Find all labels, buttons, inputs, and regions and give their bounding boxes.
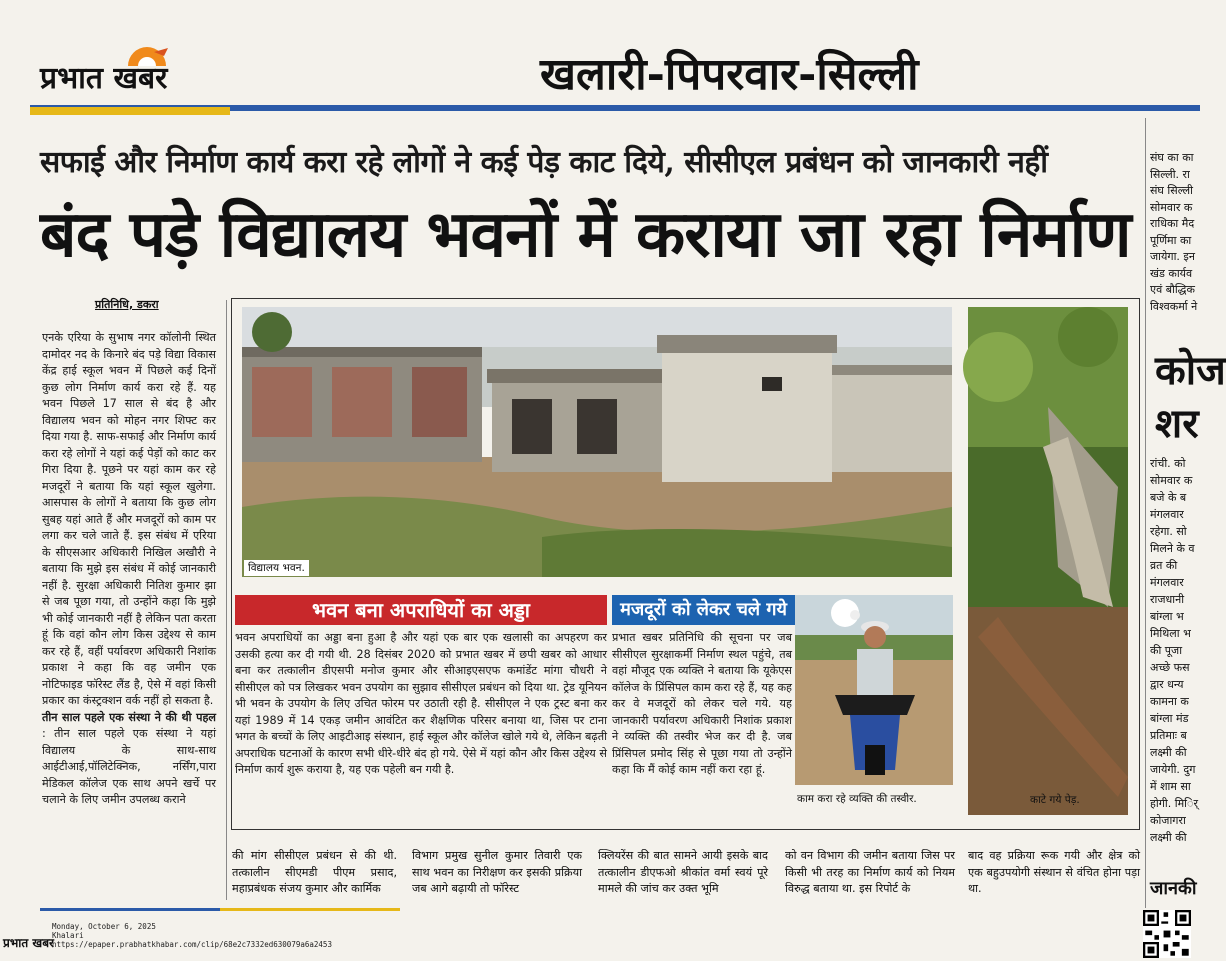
worker-on-motorcycle-photo <box>795 595 953 785</box>
workers-box-text: प्रभात खबर प्रतिनिधि की सूचना पर जब सीसीएल सुरक्षाकर्मी निर्माण स्थल पहुंचे, तब वहां मौजूद एक व्यक्ति ने बताया कि यूकेएस कॉलेज के प्रिंसिपल काम करा रहे हैं, यह कह कर वे मजदूरों को लेकर चले गये. यह जानकारी पर्यावरण अधिकारी निशांक प्रकाश ने व्यक्ति की तस्वीर भेज कर दी है. जब प्रिंसिपल प्रमोद सिंह से पूछा गया तो उन्होंने कहा कि मैं कोई काम नहीं करा रहा हूं. <box>612 631 792 776</box>
photo-caption: विद्यालय भवन. <box>244 560 309 576</box>
sidebar-story-text: रांची. को सोमवार क बजे के ब मंगलवार रहेगा. सो मिलने के व व्रत की मंगलवार राजधानी बांग्ला भ मिथिला भ की पूजा अच्छे फस द्वार धन्य कामना क बांग्ला मंड प्रतिमाः ब लक्ष्मी की जायेगी. दुग में शाम सा होगी. मिर्ि कोजागरा लक्ष्मी की <box>1150 457 1199 844</box>
photo-caption: काटे गये पेड़. <box>1030 794 1080 806</box>
crime-box-title: भवन बना अपराधियों का अड्डा <box>235 595 607 625</box>
article-paragraph: : तीन साल पहले एक संस्था ने यहां विद्यालय के साथ-साथ आईटीआई,पॉलिटेक्निक, नर्सिंग,पारा मेडिकल कॉलेज एक साथ अपने खर्चे पर चलाने के लिए जमीन उपलब्ध कराने <box>42 727 216 806</box>
article-subhead: तीन साल पहले एक संस्था ने की थी पहल <box>42 710 216 724</box>
article-headline: बंद पड़े विद्यालय भवनों में कराया जा रहा निर्माण <box>40 197 1131 272</box>
section-title: खलारी-पिपरवार-सिल्ली <box>540 49 919 100</box>
cut-trees-photo <box>968 307 1128 815</box>
article-kicker: सफाई और निर्माण कार्य करा रहे लोगों ने कई पेड़ काट दिये, सीसीएल प्रबंधन को जानकारी नहीं <box>40 145 1048 180</box>
article-column-4: क्लियरेंस की बात सामने आयी इसके बाद तत्कालीन डीएफओ श्रीकांत वर्मा स्वयं पूरे मामले की जांच कर उक्त भूमि <box>598 849 768 895</box>
masthead-logo-text: प्रभात खबर <box>40 61 168 96</box>
article-column-5: को वन विभाग की जमीन बताया जिस पर किसी भी तरह का निर्माण कार्य को नियम विरुद्ध बताया था. इस रिपोर्ट के <box>785 849 955 895</box>
sidebar-story-text: संघ का का सिल्ली. रा संघ सिल्ली सोमवार क राधिका मैद पूर्णिमा का जायेगा. इन खंड कार्यव एवं बौद्धिक विश्वकर्मा ने <box>1150 151 1198 313</box>
sidebar-headline-part: शर <box>1155 400 1199 447</box>
masthead-rule-accent <box>30 107 230 115</box>
photo-caption: काम करा रहे व्यक्ति की तस्वीर. <box>797 793 917 805</box>
qr-code-icon[interactable] <box>1143 910 1191 958</box>
sidebar-headline-part: कोज <box>1155 347 1226 394</box>
column-divider <box>1145 118 1146 908</box>
footer-logo: प्रभात खबर <box>3 936 54 950</box>
masthead-logo <box>40 46 240 96</box>
footer-edition: Khalari <box>52 931 84 940</box>
footer-url[interactable]: https://epaper.prabhatkhabar.com/clip/68e2c7332ed630079a6a2453 <box>52 940 332 949</box>
footer-meta <box>52 922 332 949</box>
article-paragraph: एनके एरिया के सुभाष नगर कॉलोनी स्थित दामोदर नद के किनारे बंद पड़े विद्या विकास केंद्र हाई स्कूल भवन में पिछले कई दिनों कुछ लोग निर्माण कार्य करा रहे हैं. यह भवन पिछले 17 साल से बंद है और विद्यालय भवन को मोहन नगर शिफ्ट कर दिया गया है. साफ-सफाई और निर्माण कार्य करा रहे लोगों ने यहां कई पेड़ों को काट कर गिरा दिया है. पूछने पर यहां काम कर रहे मजदूरों ने बताया कि यहां स्कूल खुलेगा. आसपास के लोगों ने बताया कि कुछ लोग सुबह यहां आते हैं और मजदूरों को काम पर लगा कर चले जाते हैं. इस संबंध में एरिया के सीएसआर अधिकारी निखिल अखौरी ने बताया कि मुझे इस संबंध में कोई जानकारी नहीं है. सुरक्षा अधिकारी नितिश कुमार झा से जब पूछा गया, तो उन्होंने कहा कि मुझे भी कोई जानकारी नहीं है लेकिन पता करता हूं कि वहां कौन लोग किस उद्देश्य से काम कर रहे हैं, वहीं पर्यावरण अधिकारी निशांक प्रकाश ने कहा कि वह जमीन एक नोटिफाइड फॉरेस्ट लैंड है, ऐसे में वहां किसी प्रकार का कंस्ट्रक्शन वर्क नहीं हो सकता है. <box>42 331 216 707</box>
sidebar-footer-label: जानकी <box>1150 878 1197 899</box>
footer-rule-accent <box>220 908 400 911</box>
article-byline: प्रतिनिधि, डकरा <box>95 298 159 311</box>
article-column-2: की मांग सीसीएल प्रबंधन से की थी. तत्कालीन सीएमडी पीएम प्रसाद, महाप्रबंधक संजय कुमार और कार्मिक <box>232 849 397 895</box>
footer-date: Monday, October 6, 2025 <box>52 922 156 931</box>
workers-box-title: मजदूरों को लेकर चले गये <box>612 595 795 625</box>
column-divider <box>226 300 227 900</box>
article-column-3: विभाग प्रमुख सुनील कुमार तिवारी एक साथ भवन का निरीक्षण कर इसकी प्रक्रिया जब आगे बढ़ायी तो फॉरेस्ट <box>412 849 582 895</box>
school-building-photo <box>242 307 952 577</box>
article-column-1 <box>42 330 216 809</box>
crime-box-text: भवन अपराधियों का अड्डा बना हुआ है और यहां एक बार एक खलासी का अपहरण कर उसकी हत्या कर दी गयी थी. 28 दिसंबर 2020 को प्रभात खबर में छपी खबर को आधार बना कर तत्कालीन डीएसपी मनोज कुमार और सीआइएसएफ कमांडेंट मांगा चौधरी ने सीसीएल को पत्र लिखकर भवन उपयोग का सुझाव सीसीएल प्रबंधन को दिया था. ट्रेड यूनियन भी भवन के उपयोग के लिए उचित फोरम पर उठाती रही है. सीसीएल ने एक ट्रस्ट बना कर यहां 1989 में 14 एकड़ जमीन आवंटित कर शैक्षणिक परिसर बनाया था, जिस पर टाना भगत के बच्चों के लिए आइटीआइ संस्थान, हाई स्कूल और कॉलेज खोले गये थे, लेकिन बढ़ती अपराधिक घटनाओं के कारण सभी धीरे-धीरे बंद हो गये. ऐसे में यहां कौन और किस उद्देश्य से निर्माण कार्य शुरू कराया है, यह एक पहेली बन गयी है. <box>235 631 607 776</box>
article-column-6: बाद वह प्रक्रिया रूक गयी और क्षेत्र को एक बहुउपयोगी संस्थान से वंचित होना पड़ा था. <box>968 849 1140 895</box>
